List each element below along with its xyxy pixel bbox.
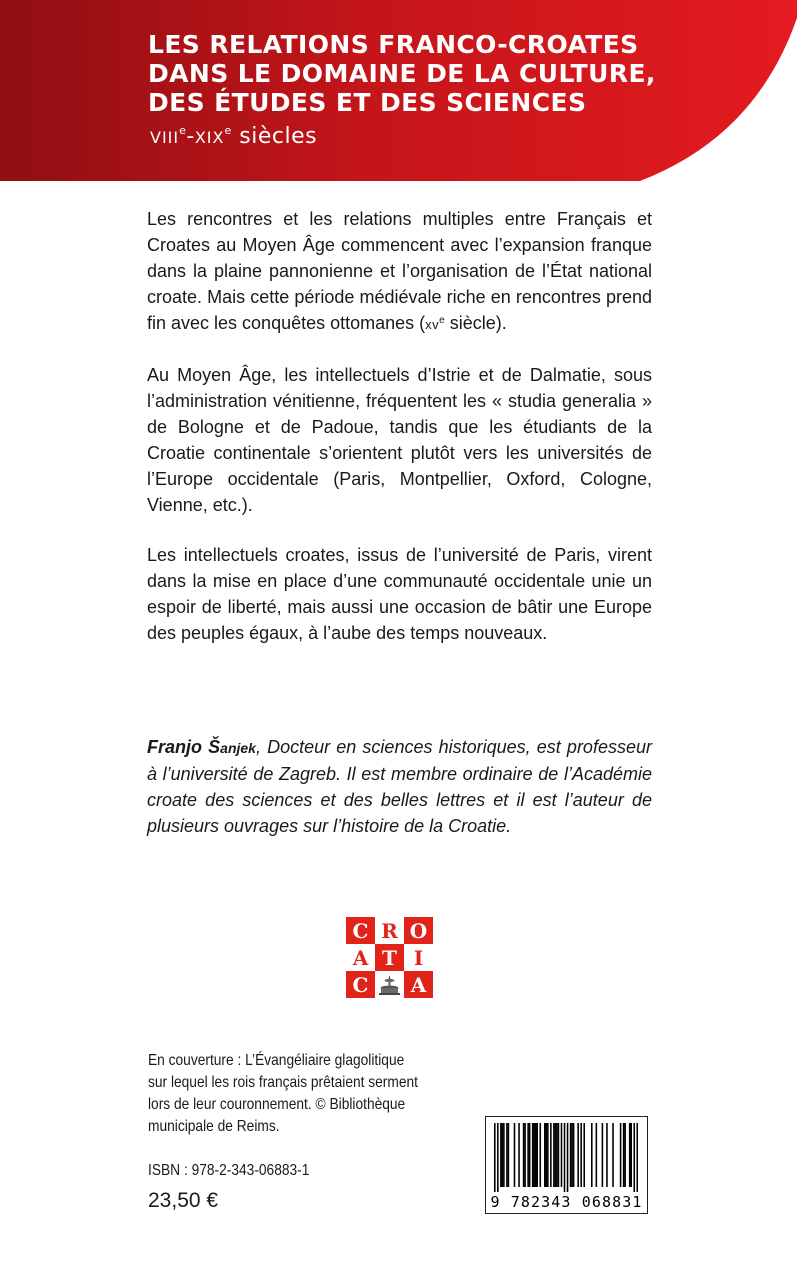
- barcode-bar: [602, 1123, 604, 1187]
- barcode-bar: [629, 1123, 631, 1187]
- logo-cell: C: [346, 917, 375, 944]
- logo-cell: A: [404, 971, 433, 998]
- cover-credit: [148, 1050, 458, 1138]
- barcode-bar: [508, 1123, 510, 1187]
- credit-line: municipale de Reims.: [148, 1118, 280, 1135]
- barcode-bar: [500, 1123, 502, 1187]
- blurb-paragraph: [147, 206, 652, 338]
- barcode-bar: [535, 1123, 537, 1187]
- barcode-bar: [583, 1123, 585, 1187]
- barcode-bar: [555, 1123, 557, 1187]
- barcode-bar: [596, 1123, 598, 1187]
- croatica-logo: [346, 917, 433, 998]
- barcode-bar: [570, 1123, 572, 1187]
- barcode-bar: [502, 1123, 504, 1187]
- barcode-bar: [523, 1123, 525, 1187]
- barcode-bar: [527, 1123, 529, 1187]
- author-last-rest: anjek: [220, 740, 256, 756]
- title-line: DANS LE DOMAINE DE LA CULTURE,: [148, 59, 656, 88]
- barcode-bar: [494, 1123, 496, 1192]
- logo-cell: I: [404, 944, 433, 971]
- book-subtitle: [150, 124, 317, 149]
- price: 23,50 €: [148, 1189, 219, 1212]
- fountain-icon-graphic: [376, 972, 403, 997]
- barcode-bar: [620, 1123, 622, 1187]
- author-last-initial: Š: [208, 737, 221, 757]
- title-line: DES ÉTUDES ET DES SCIENCES: [148, 88, 587, 117]
- barcode-number: 9 782343 068831: [490, 1193, 643, 1211]
- logo-cell: T: [375, 944, 404, 971]
- isbn: ISBN : 978-2-343-06883-1: [148, 1162, 310, 1179]
- logo-cell: C: [346, 971, 375, 998]
- barcode-bar: [630, 1123, 632, 1187]
- barcode-bar: [561, 1123, 563, 1187]
- barcode-bar: [544, 1123, 546, 1187]
- barcode-bar: [518, 1123, 520, 1187]
- author-first-name: Franjo: [147, 737, 209, 757]
- barcode-bar: [539, 1123, 541, 1187]
- century-sup: e: [439, 315, 445, 326]
- subtitle-century-start: VIII: [150, 128, 180, 147]
- logo-cell: O: [404, 917, 433, 944]
- blurb-text: siècle).: [444, 313, 507, 333]
- logo-cell: A: [346, 944, 375, 971]
- barcode-bar: [529, 1123, 531, 1187]
- author-name: [147, 737, 256, 757]
- barcode-bar: [536, 1123, 538, 1187]
- barcode-bar: [497, 1123, 499, 1192]
- barcode-bar: [580, 1123, 582, 1187]
- blurb-text: Les rencontres et les relations multiples entre Français et Croates au Moyen Âge commencent avec l’expansion franque dans la plaine pannonienne et l’organisation de l’État national croate. Mais cette période médiévale riche en rencontres prend fin avec les conquêtes ottomanes (: [147, 209, 652, 333]
- subtitle-sup: e: [179, 124, 187, 137]
- barcode-bar: [558, 1123, 560, 1187]
- barcode-bar: [556, 1123, 558, 1187]
- blurb-paragraph: Au Moyen Âge, les intellectuels d’Istrie et de Dalmatie, sous l’administration vénitienne, fréquentent les « studia generalia » de Bologne et de Padoue, tandis que les étudiants de la Croatie continentale s’orientent plutôt vers les universités de l’Europe occidentale (Paris, Montpellier, Oxford, Cologne, Vienne, etc.).: [147, 365, 652, 515]
- blurb-paragraph: Les intellectuels croates, issus de l’université de Paris, virent dans la mise en place d’une communauté occidentale unie un espoir de liberté, mais aussi une occasion de bâtir une Europe des peuples égaux, à l’aube des temps nouveaux.: [147, 545, 652, 643]
- barcode-bar: [636, 1123, 638, 1192]
- barcode-bar: [514, 1123, 516, 1187]
- credit-line: lors de leur couronnement. © Bibliothèque: [148, 1096, 406, 1113]
- barcode-bar: [532, 1123, 534, 1187]
- barcode-bar: [633, 1123, 635, 1192]
- barcode-bars: [494, 1123, 638, 1192]
- subtitle-century-end: XIX: [194, 128, 225, 147]
- author-bio: [147, 734, 652, 839]
- credit-line: sur lequel les rois français prêtaient serment: [148, 1074, 418, 1091]
- barcode-bar: [503, 1123, 505, 1187]
- barcode-bar: [533, 1123, 535, 1187]
- barcode-bar: [546, 1123, 548, 1187]
- barcode-bar: [573, 1123, 575, 1187]
- barcode-bar: [571, 1123, 573, 1187]
- barcode-bar: [624, 1123, 626, 1187]
- fountain-icon: [375, 971, 404, 998]
- barcode-bar: [577, 1123, 579, 1187]
- century-numeral: xv: [425, 317, 440, 332]
- barcode-bar: [567, 1123, 569, 1192]
- barcode-bar: [524, 1123, 526, 1187]
- subtitle-sup: e: [224, 124, 232, 137]
- book-title: [148, 30, 656, 117]
- barcode-bar: [550, 1123, 552, 1187]
- credit-line: En couverture : L’Évangéliaire glagolitique: [148, 1052, 405, 1069]
- subtitle-dash: -: [186, 124, 195, 149]
- barcode-bar: [506, 1123, 508, 1187]
- barcode-bar: [623, 1123, 625, 1187]
- title-line: LES RELATIONS FRANCO-CROATES: [148, 30, 639, 59]
- author-bio-text: , Docteur en sciences historiques, est professeur à l’université de Zagreb. Il est membre ordinaire de l’Académie croate des sciences et des belles lettres et il est l’auteur de plusieurs ouvrages sur l’histoire de la Croatie.: [147, 737, 652, 836]
- barcode-bar: [612, 1123, 614, 1187]
- barcode: [485, 1116, 648, 1214]
- barcode-bar: [547, 1123, 549, 1187]
- header-band: [0, 0, 797, 181]
- back-cover-blurb: [147, 206, 652, 670]
- barcode-bar: [564, 1123, 566, 1192]
- barcode-bar: [591, 1123, 593, 1187]
- logo-cell: R: [375, 917, 404, 944]
- barcode-bar: [606, 1123, 608, 1187]
- subtitle-rest: siècles: [231, 124, 318, 149]
- barcode-bar: [553, 1123, 555, 1187]
